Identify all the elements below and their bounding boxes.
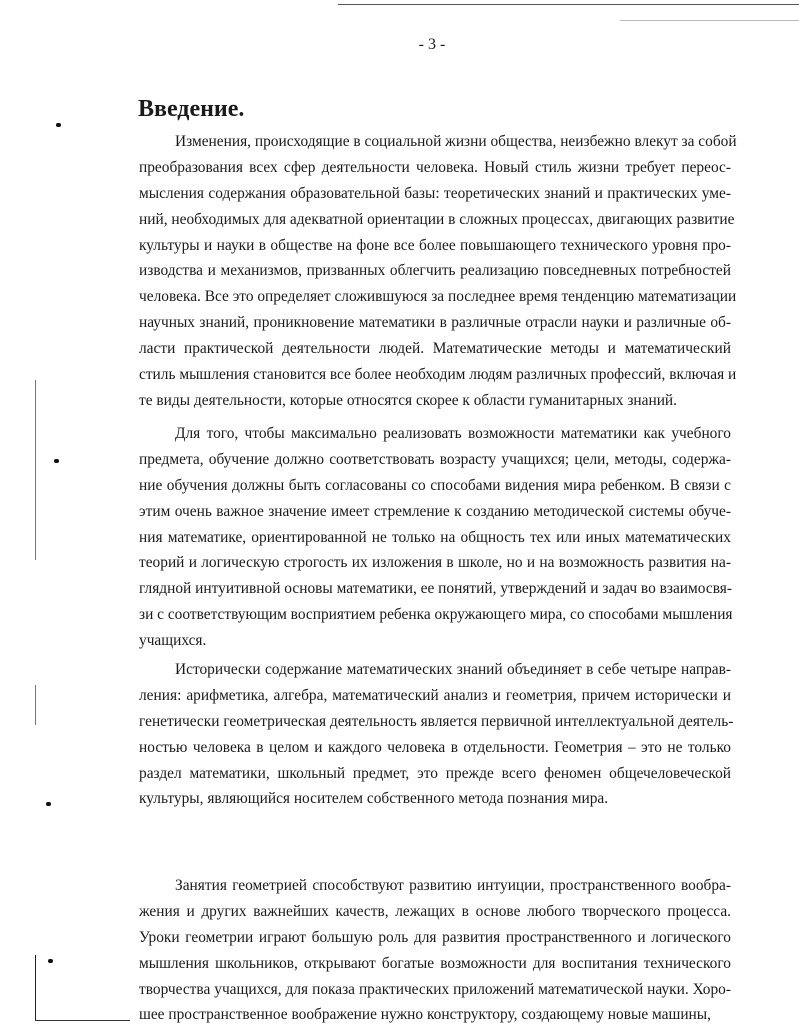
text-line: Изменения, происходящие в социальной жизни общества, неизбежно влекут за собой <box>175 133 737 150</box>
text-line: шее пространственное воображение нужно конструктору, создающему новые машины, <box>139 1006 711 1024</box>
scan-mark <box>48 959 53 963</box>
text-line: раздел математики, школьный предмет, это прежде всего феномен общечеловеческой <box>139 764 731 782</box>
scan-mark <box>46 802 51 806</box>
text-line: зи с соответствующим восприятием ребенка окружающего мира, со способами мышления <box>139 606 733 624</box>
scan-margin-line <box>35 1020 130 1021</box>
paragraph <box>139 129 737 414</box>
paragraph <box>139 873 731 1028</box>
scan-margin-line <box>35 955 36 1020</box>
scan-mark <box>56 123 61 127</box>
page-number: - 3 - <box>418 36 446 53</box>
text-line: изводства и механизмов, призванных облегчить реализацию повседневных потребностей <box>139 262 731 280</box>
text-line: этим очень важное значение имеет стремление к созданию методической системы обуче- <box>139 502 731 520</box>
text-line: культуры, являющийся носителем собственного метода познания мира. <box>139 790 609 808</box>
text-line: Уроки геометрии играют большую роль для развития пространственного и логического <box>139 928 731 946</box>
scan-edge-line <box>620 20 799 21</box>
text-line: мышления школьников, открывают богатые возможности для воспитания технического <box>139 954 731 972</box>
scan-edge-line <box>338 4 799 5</box>
text-line: культуры и науки в обществе на фоне все более повышающего технического уровня про- <box>139 236 731 254</box>
text-line: стиль мышления становится все более необходим людям различных профессий, включая и <box>139 366 737 384</box>
text-line: ний, необходимых для адекватной ориентации в сложных процессах, двигающих развитие <box>139 210 735 228</box>
text-line: ностью человека в целом и каждого человека в отдельности. Геометрия – это не только <box>139 738 731 756</box>
text-line: мысления содержания образовательной базы: теоретических знаний и практических уме- <box>139 184 731 202</box>
section-title: Введение. <box>138 96 245 122</box>
text-line: преобразования всех сфер деятельности человека. Новый стиль жизни требует переос- <box>139 158 731 176</box>
paragraph <box>139 421 731 654</box>
scan-mark <box>54 459 59 463</box>
text-line: те виды деятельности, которые относятся скорее к области гуманитарных знаний. <box>139 391 678 409</box>
text-line: человека. Все это определяет сложившуюся за последнее время тенденцию математизации <box>139 288 737 306</box>
text-line: теорий и логическую строгость их изложения в школе, но и на возможность развития на- <box>139 554 731 572</box>
text-line: ния математике, ориентированной не только на общность тех или иных математических <box>139 528 731 546</box>
text-line: глядной интуитивной основы математики, ее понятий, утверждений и задач во взаимосвя- <box>139 580 732 598</box>
scan-margin-line <box>35 685 36 725</box>
text-line: генетически геометрическая деятельность является первичной интеллектуальной деятель- <box>139 712 734 730</box>
text-line: научных знаний, проникновение математики в различные отрасли науки и различные об- <box>139 314 731 332</box>
text-line: Для того, чтобы максимально реализовать возможности математики как учебного <box>175 425 731 442</box>
text-line: творчества учащихся, для показа практических приложений математической науки. Хоро- <box>139 980 731 998</box>
text-line: Исторически содержание математических знаний объединяет в себе четыре направ- <box>175 661 731 678</box>
text-line: предмета, обучение должно соответствовать возрасту учащихся; цели, методы, содержа- <box>139 450 731 468</box>
text-line: учащихся. <box>139 632 207 650</box>
text-line: ласти практической деятельности людей. Математические методы и математический <box>139 340 731 358</box>
text-line: ления: арифметика, алгебра, математический анализ и геометрия, причем исторически и <box>139 686 731 704</box>
scan-margin-line <box>35 380 36 560</box>
text-line: Занятия геометрией способствуют развитию интуиции, пространственного вообра- <box>175 877 731 894</box>
text-line: ние обучения должны быть согласованы со способами видения мира ребенком. В связи с <box>139 476 731 494</box>
text-line: жения и других важнейших качеств, лежащих в основе любого творческого процесса. <box>139 902 731 920</box>
paragraph <box>139 657 734 812</box>
